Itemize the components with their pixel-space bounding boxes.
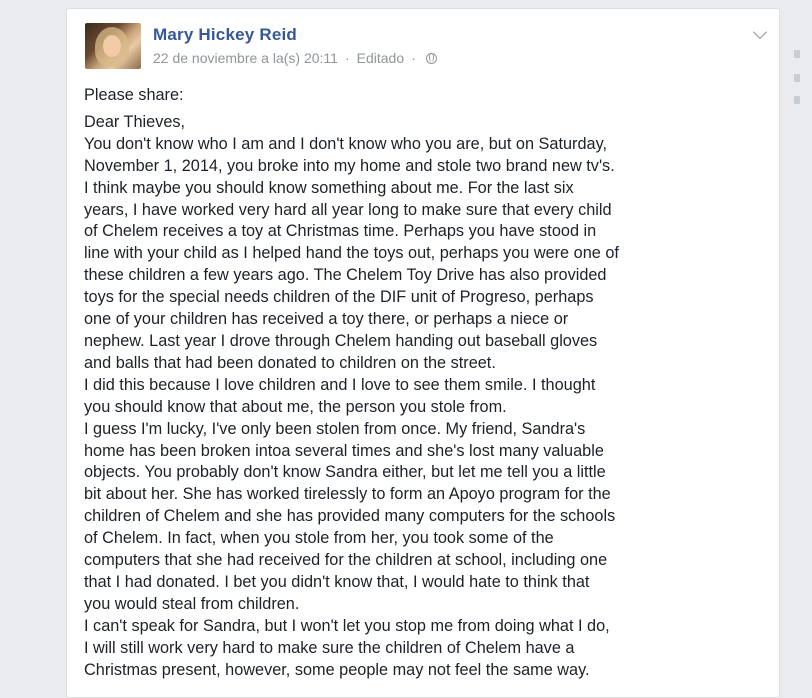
post-text-line: you would steal from children.	[84, 594, 300, 613]
post-text-line: of Chelem receives a toy at Christmas time. Perhaps you have stood in	[84, 222, 597, 241]
post-text-line: Christmas present, however, some people may not feel the same way.	[84, 660, 590, 679]
strip-mark	[794, 74, 800, 82]
post-text-line: home has been broken intoa several times and she's lost many valuable	[84, 441, 604, 460]
post-body	[84, 85, 774, 681]
post-card	[66, 8, 780, 698]
post-text-line: toys for the special needs children of the DIF unit of Progreso, perhaps	[84, 288, 594, 307]
post-text-line: November 1, 2014, you broke into my home and stole two brand new tv's.	[84, 156, 615, 175]
page-right-strip	[788, 0, 812, 682]
meta-separator-2: ·	[411, 50, 416, 66]
strip-mark	[794, 50, 800, 58]
post-text-line: objects. You probably don't know Sandra either, but let me tell you a little	[84, 463, 606, 482]
post-text-line: I think maybe you should know something about me. For the last six	[84, 178, 574, 197]
post-text-line: children of Chelem and she has provided many computers for the schools	[84, 507, 616, 526]
post-text-line: these children a few years ago. The Chelem Toy Drive has also provided	[84, 266, 607, 285]
post-text-line: line with your child as I helped hand the toys out, perhaps you were one of	[84, 244, 619, 263]
post-timestamp[interactable]: 22 de noviembre a la(s) 20:11	[153, 50, 338, 66]
post-text-line: I guess I'm lucky, I've only been stolen from once. My friend, Sandra's	[84, 419, 586, 438]
post-text-line: and balls that had been donated to children on the street.	[84, 353, 496, 372]
post-text-line: years, I have worked very hard all year long to make sure that every child	[84, 200, 612, 219]
post-text-line: I did this because I love children and I love to see them smile. I thought	[84, 375, 596, 394]
chevron-down-icon[interactable]	[753, 25, 767, 39]
post-text-line: You don't know who I am and I don't know who you are, but on Saturday,	[84, 134, 608, 153]
post-text-line: one of your children has received a toy there, or perhaps a niece or	[84, 310, 569, 329]
post-text-line: of Chelem. In fact, when you stole from her, you took some of the	[84, 529, 554, 548]
avatar-face	[103, 35, 121, 57]
post-text-line: computers that she had received for the children at school, including one	[84, 551, 608, 570]
post-text-line: I will still work very hard to make sure the children of Chelem have a	[84, 638, 575, 657]
avatar[interactable]	[85, 23, 141, 69]
post-text-line: nephew. Last year I drove through Chelem handing out baseball gloves	[84, 331, 598, 350]
post-text-line: that I had donated. I bet you didn't know that, I would hate to think that	[84, 572, 590, 591]
post-text-line: Please share:	[84, 86, 184, 104]
meta-separator: ·	[344, 50, 350, 66]
edited-label[interactable]: Editado	[356, 50, 405, 66]
strip-mark	[794, 96, 800, 104]
author-name[interactable]: Mary Hickey Reid	[153, 25, 297, 44]
post-text-line: Dear Thieves,	[84, 112, 186, 131]
post-text-line: you should know that about me, the person you stole from.	[84, 397, 507, 416]
post-meta	[153, 50, 437, 66]
post-text-line: I can't speak for Sandra, but I won't let you stop me from doing what I do,	[84, 616, 610, 635]
globe-icon[interactable]	[426, 53, 437, 64]
post-text-line: bit about her. She has worked tirelessly to form an Apoyo program for the	[84, 485, 611, 504]
